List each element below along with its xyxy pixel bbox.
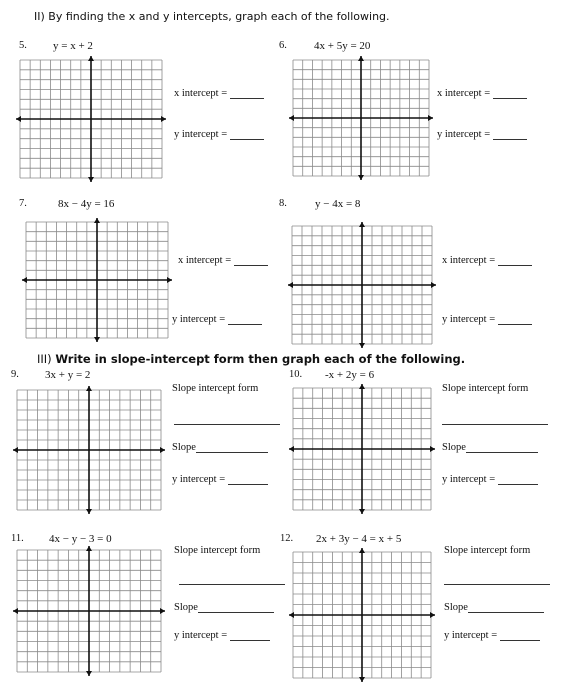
slope-intercept-form-9-blank[interactable]: [174, 424, 280, 425]
axis-arrow-icon: [88, 56, 94, 61]
answer-blank[interactable]: [228, 475, 268, 485]
problem-12-equation: 2x + 3y − 4 = x + 5: [316, 533, 402, 545]
axis-arrow-icon: [359, 384, 365, 389]
axis-arrow-icon: [86, 546, 92, 551]
slope-intercept-form-10-label: Slope intercept form: [442, 383, 529, 394]
y-intercept-6: [437, 129, 527, 140]
slope-label: Slope: [442, 442, 466, 453]
problem-5-equation: y = x + 2: [53, 40, 93, 52]
x-intercept-7: [178, 255, 268, 266]
problem-11-number: 11.: [11, 533, 24, 544]
axis-arrow-icon: [358, 175, 364, 180]
coordinate-plane[interactable]: [13, 546, 165, 676]
y-intercept-12: [444, 630, 540, 641]
slope-label: Slope: [444, 602, 468, 613]
coordinate-plane[interactable]: [289, 384, 435, 514]
axis-arrow-icon: [359, 509, 365, 514]
y-intercept-8: [442, 314, 532, 325]
coordinate-plane[interactable]: [22, 218, 172, 342]
x-intercept-label: x intercept =: [174, 88, 228, 99]
graph-grid-6[interactable]: [289, 56, 433, 180]
y-intercept-label: y intercept =: [174, 129, 228, 140]
answer-blank[interactable]: [230, 130, 264, 140]
axis-arrow-icon: [86, 671, 92, 676]
axis-arrow-icon: [161, 116, 166, 122]
slope-11: [174, 602, 274, 613]
y-intercept-label: y intercept =: [172, 474, 226, 485]
y-intercept-11: [174, 630, 270, 641]
graph-grid-9[interactable]: [13, 386, 165, 514]
coordinate-plane[interactable]: [16, 56, 166, 182]
problem-6-equation: 4x + 5y = 20: [314, 40, 371, 52]
y-intercept-label: y intercept =: [172, 314, 226, 325]
answer-blank[interactable]: [196, 443, 268, 453]
axis-arrow-icon: [94, 218, 100, 223]
axis-arrow-icon: [160, 608, 165, 614]
answer-blank[interactable]: [498, 475, 538, 485]
x-intercept-8: [442, 255, 532, 266]
x-intercept-label: x intercept =: [178, 255, 232, 266]
section-3-instruction: Write in slope-intercept form then graph each of the following.: [55, 352, 466, 366]
axis-arrow-icon: [94, 337, 100, 342]
axis-arrow-icon: [289, 612, 294, 618]
axis-arrow-icon: [289, 115, 294, 121]
problem-9-number: 9.: [11, 369, 19, 380]
answer-blank[interactable]: [498, 256, 532, 266]
section-2-heading: [34, 10, 390, 23]
coordinate-plane[interactable]: [13, 386, 165, 514]
slope-intercept-form-11-blank[interactable]: [179, 584, 285, 585]
answer-blank[interactable]: [500, 631, 540, 641]
axis-arrow-icon: [13, 447, 18, 453]
problem-7-equation: 8x − 4y = 16: [58, 198, 115, 210]
axis-arrow-icon: [16, 116, 21, 122]
problem-7-number: 7.: [19, 198, 27, 209]
axis-arrow-icon: [88, 177, 94, 182]
answer-blank[interactable]: [198, 603, 274, 613]
section-2-instruction: By finding the x and y intercepts, graph each of the following.: [48, 10, 390, 23]
answer-blank[interactable]: [468, 603, 544, 613]
x-intercept-6: [437, 88, 527, 99]
slope-10: [442, 442, 538, 453]
coordinate-plane[interactable]: [288, 222, 436, 348]
problem-10-number: 10.: [289, 369, 303, 380]
answer-blank[interactable]: [493, 89, 527, 99]
graph-grid-7[interactable]: [22, 218, 172, 342]
y-intercept-label: y intercept =: [444, 630, 498, 641]
slope-intercept-form-11-label: Slope intercept form: [174, 545, 261, 556]
slope-label: Slope: [172, 442, 196, 453]
axis-arrow-icon: [289, 446, 294, 452]
axis-arrow-icon: [22, 277, 27, 283]
answer-blank[interactable]: [498, 315, 532, 325]
graph-grid-10[interactable]: [289, 384, 435, 514]
axis-arrow-icon: [167, 277, 172, 283]
problem-8-equation: y − 4x = 8: [315, 198, 361, 210]
problem-12-number: 12.: [280, 533, 294, 544]
slope-intercept-form-12-blank[interactable]: [444, 584, 550, 585]
graph-grid-8[interactable]: [288, 222, 436, 348]
answer-blank[interactable]: [228, 315, 262, 325]
section-3-heading: [37, 352, 465, 366]
axis-arrow-icon: [430, 612, 435, 618]
section-3-roman: III): [37, 352, 52, 366]
problem-8-number: 8.: [279, 198, 287, 209]
y-intercept-label: y intercept =: [442, 474, 496, 485]
x-intercept-label: x intercept =: [442, 255, 496, 266]
axis-arrow-icon: [430, 446, 435, 452]
problem-9-equation: 3x + y = 2: [45, 369, 91, 381]
axis-arrow-icon: [359, 548, 365, 553]
graph-grid-11[interactable]: [13, 546, 165, 676]
y-intercept-9: [172, 474, 268, 485]
graph-grid-5[interactable]: [16, 56, 166, 182]
y-intercept-label: y intercept =: [442, 314, 496, 325]
axis-arrow-icon: [86, 386, 92, 391]
y-intercept-label: y intercept =: [437, 129, 491, 140]
x-intercept-5: [174, 88, 264, 99]
y-intercept-10: [442, 474, 538, 485]
y-intercept-5: [174, 129, 264, 140]
slope-intercept-form-9-label: Slope intercept form: [172, 383, 259, 394]
answer-blank[interactable]: [230, 631, 270, 641]
coordinate-plane[interactable]: [289, 548, 435, 682]
answer-blank[interactable]: [230, 89, 264, 99]
axis-arrow-icon: [431, 282, 436, 288]
problem-10-equation: -x + 2y = 6: [325, 369, 375, 381]
answer-blank[interactable]: [466, 443, 538, 453]
slope-12: [444, 602, 544, 613]
y-intercept-7: [172, 314, 262, 325]
axis-arrow-icon: [359, 222, 365, 227]
problem-11-equation: 4x − y − 3 = 0: [49, 533, 112, 545]
slope-intercept-form-12-label: Slope intercept form: [444, 545, 531, 556]
axis-arrow-icon: [86, 509, 92, 514]
slope-label: Slope: [174, 602, 198, 613]
x-intercept-label: x intercept =: [437, 88, 491, 99]
answer-blank[interactable]: [234, 256, 268, 266]
axis-arrow-icon: [13, 608, 18, 614]
graph-grid-12[interactable]: [289, 548, 435, 682]
axis-arrow-icon: [428, 115, 433, 121]
slope-9: [172, 442, 268, 453]
axis-arrow-icon: [160, 447, 165, 453]
coordinate-plane[interactable]: [289, 56, 433, 180]
problem-5-number: 5.: [19, 40, 27, 51]
axis-arrow-icon: [359, 343, 365, 348]
section-2-roman: II): [34, 10, 45, 23]
axis-arrow-icon: [358, 56, 364, 61]
answer-blank[interactable]: [493, 130, 527, 140]
slope-intercept-form-10-blank[interactable]: [442, 424, 548, 425]
axis-arrow-icon: [359, 677, 365, 682]
axis-arrow-icon: [288, 282, 293, 288]
problem-6-number: 6.: [279, 40, 287, 51]
y-intercept-label: y intercept =: [174, 630, 228, 641]
